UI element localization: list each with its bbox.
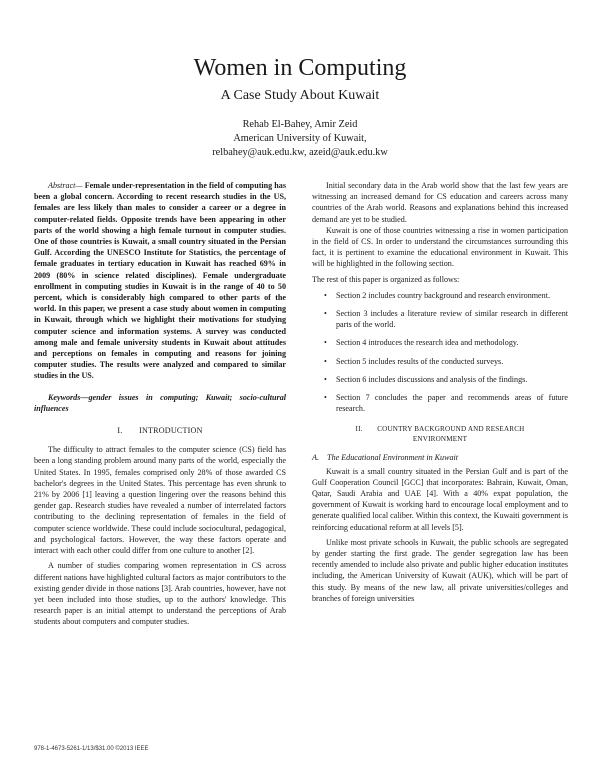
author-block — [0, 118, 600, 160]
bullet-icon: • — [324, 309, 327, 319]
copyright-footer: 978-1-4673-5261-1/13/$31.00 ©2013 IEEE — [34, 746, 149, 752]
section-heading-introduction: I. INTRODUCTION — [117, 426, 203, 436]
abstract-text: Female under-representation in the field of computing has been a global concern. According to recent research studies in the US, females are less likely than males to consider a career or a degree in computer-related fields. Opposite trends have been appearing in other parts of the world showing a high female turnout in computer studies. One of those countries is Kuwait, a small country situated in the Persian Gulf. According the UNESCO Institute for Statistics, the percentage of female graduates in tertiary education in Kuwait has reached 69% in 2009 (80% in science related disciplines). Female undergraduate enrollment in computing studies in Kuwait is in the range of 40 to 50 percent, which is considerably high compared to other parts of the world. In this paper, we present a case study about women in computing in Kuwait, through which we highlight their motivations for studying computer science and information systems. A survey was conducted among male and female university students in Kuwait about attitudes and perceptions on females in computing and reasons for joining computer studies. The results were analyzed and compared to similar studies in the US. — [34, 181, 286, 381]
list-item: • Section 2 includes country background and research environment. — [324, 290, 550, 300]
author-affiliation: American University of Kuwait, — [233, 133, 367, 144]
subsection-heading: A. The Educational Environment in Kuwait — [312, 453, 459, 463]
right-paragraph-2: Kuwait is one of those countries witnessing a rise in women participation in the field of CS. In order to understand the circumstances surrounding this fact, it is pertinent to examine the educational environment in Kuwait. This will be highlighted in the following section. — [312, 225, 568, 269]
list-item: • Section 3 includes a literature review of similar research in different parts of the world. — [324, 309, 568, 330]
author-names: Rehab El-Bahey, Amir Zeid — [242, 119, 358, 130]
author-emails: relbahey@auk.edu.kw, azeid@auk.edu.kw — [212, 147, 388, 158]
right-paragraph-4: Kuwait is a small country situated in the Persian Gulf and is part of the Gulf Cooperation Council [GCC] that incorporates: Bahrain, Kuwait, Oman, Qatar, Saudi Arabia and UAE [4]. With a 40% expat population, the government of Kuwait is working hard to encourage local employment and to generate qualified local caliber. Within this context, the Kuwaiti government is reinforcing educational reform at all levels [5]. — [312, 466, 568, 532]
right-paragraph-1: Initial secondary data in the Arab world show that the last few years are witnessing an increased demand for CS education and careers across many countries of the Arab world. Reasons and explanations behind this increased demand are yet to be studied. — [312, 181, 568, 224]
section-outline-list — [312, 290, 568, 415]
paper-title: Women in Computing — [193, 55, 407, 81]
abstract-lead: Abstract— — [48, 181, 83, 190]
intro-paragraph-2: A number of studies comparing women representation in CS across different nations have highlighted cultural factors as major contributors to the existing gender divide in those nations [3]. Arab countries, however, have not yet been included into those studies, up to the authors' knowledge. This research paper is an initial attempt to understand the perceptions of Arab students about computers and computer studies. — [34, 561, 286, 627]
bullet-icon: • — [324, 393, 327, 403]
list-item: • Section 7 concludes the paper and recommends areas of future research. — [324, 393, 568, 414]
list-item: • Section 6 includes discussions and analysis of the findings. — [324, 374, 528, 384]
abstract — [34, 180, 286, 382]
list-item: • Section 5 includes results of the conducted surveys. — [324, 356, 504, 366]
bullet-icon: • — [324, 356, 327, 366]
right-column — [312, 180, 568, 604]
right-paragraph-3: The rest of this paper is organized as follows: — [312, 274, 460, 284]
list-item: • Section 4 introduces the research idea and methodology. — [324, 338, 519, 348]
right-paragraph-5: Unlike most private schools in Kuwait, the public schools are segregated by gender starting the first grade. The gender segregation law has been recently amended to include also private and public higher education institutes including, the American University of Kuwait (AUK), which will be part of this study. By means of the new law, all private universities/colleges and branches of foreign universities — [312, 537, 568, 603]
bullet-icon: • — [324, 290, 327, 300]
left-column — [34, 180, 286, 628]
keywords: Keywords—gender issues in computing; Kuwait; socio-cultural influences — [34, 392, 286, 413]
intro-paragraph-1: The difficulty to attract females to the computer science (CS) field has been a long standing problem around many parts of the world, especially the United States. In 1995, females comprised only 28% of those awarded CS bachelor's degrees in the United States. This percentage has even shrunk to 21% by 2006 [1] leaving a question lingering over the reasons behind this gender gap. Research studies have revealed a number of interrelated factors contributing to the declining representation of females in the field of computer science worldwide. These could include sociocultural, pedagogical, and psychological factors. However, the way these factors operate and interact with each other could differ from one culture to another [2]. — [34, 445, 286, 556]
bullet-icon: • — [324, 338, 327, 348]
paper-subtitle: A Case Study About Kuwait — [220, 88, 380, 103]
section-heading-country-background: II. COUNTRY BACKGROUND AND RESEARCH ENVIRONMENT — [355, 425, 525, 444]
bullet-icon: • — [324, 374, 327, 384]
